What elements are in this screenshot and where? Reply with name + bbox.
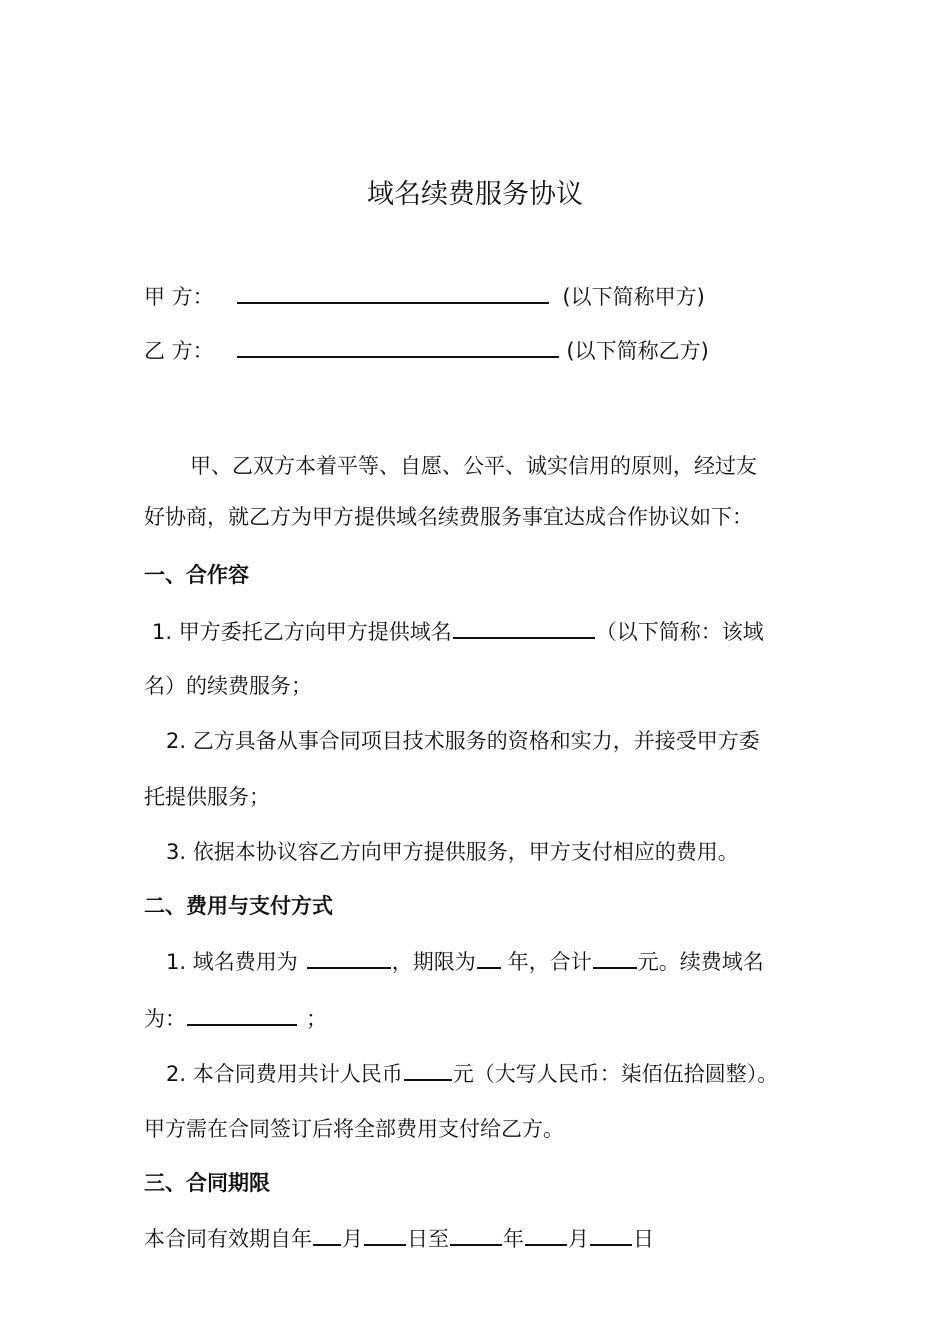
amount-blank bbox=[404, 1057, 452, 1081]
item-1-suffix: （以下简称：该域 bbox=[595, 620, 764, 644]
preamble-line-2: 好协商，就乙方为甲方提供域名续费服务事宜达成合作协议如下： bbox=[144, 505, 753, 529]
renew-domain-label: 元。续费域名 bbox=[637, 950, 764, 974]
renew-domain-prefix: 为： bbox=[144, 1007, 186, 1031]
term-start-day: 日至 bbox=[407, 1227, 449, 1251]
end-month-blank bbox=[525, 1222, 567, 1246]
term-end-year: 年 bbox=[503, 1227, 524, 1251]
total-label: 年，合计 bbox=[507, 950, 592, 974]
section-1-item-1 bbox=[152, 615, 764, 647]
fee-blank bbox=[307, 945, 391, 969]
total-blank bbox=[593, 945, 637, 969]
preamble-line-1: 甲、乙双方本着平等、自愿、公平、诚实信用的原则，经过友 bbox=[190, 454, 757, 478]
section-1-item-1-cont: 名）的续费服务； bbox=[144, 674, 312, 698]
party-a-suffix: (以下简称甲方) bbox=[562, 285, 705, 309]
term-start-year: 本合同有效期自年 bbox=[144, 1227, 312, 1251]
term-end-month: 月 bbox=[568, 1227, 589, 1251]
contract-term-line bbox=[144, 1222, 654, 1254]
term-end-day: 日 bbox=[633, 1227, 654, 1251]
start-month-blank bbox=[313, 1222, 341, 1246]
domain-blank bbox=[453, 615, 595, 639]
section-3-heading: 三、合同期限 bbox=[144, 1171, 270, 1195]
section-2-heading: 二、费用与支付方式 bbox=[144, 894, 333, 918]
party-b-line bbox=[144, 334, 709, 366]
renew-domain-blank bbox=[187, 1002, 297, 1026]
document-title: 域名续费服务协议 bbox=[367, 179, 583, 210]
section-2-item-1-cont bbox=[144, 1002, 327, 1034]
period-blank bbox=[477, 945, 501, 969]
party-b-suffix: (以下简称乙方) bbox=[566, 339, 709, 363]
section-2-item-2-cont: 甲方需在合同签订后将全部费用支付给乙方。 bbox=[144, 1117, 564, 1141]
renew-domain-end: ； bbox=[306, 1007, 327, 1031]
item-1-text: 1. 甲方委托乙方向甲方提供域名 bbox=[152, 620, 452, 644]
end-year-blank bbox=[450, 1222, 502, 1246]
party-a-blank bbox=[237, 280, 549, 304]
amount-uppercase: 元（大写人民币：柒佰伍拾圆整）。 bbox=[452, 1062, 779, 1086]
period-label: ，期限为 bbox=[391, 950, 476, 974]
party-a-label: 甲 方： bbox=[144, 285, 214, 309]
section-2-item-1 bbox=[166, 945, 764, 977]
party-b-blank bbox=[237, 334, 559, 358]
start-day-blank bbox=[364, 1222, 406, 1246]
section-1-item-2-cont: 托提供服务； bbox=[144, 785, 270, 809]
party-b-label: 乙 方： bbox=[144, 339, 214, 363]
party-a-line bbox=[144, 280, 705, 312]
section-2-item-2 bbox=[166, 1057, 778, 1089]
section-1-heading: 一、合作容 bbox=[144, 563, 249, 587]
end-day-blank bbox=[590, 1222, 632, 1246]
section-1-item-2: 2. 乙方具备从事合同项目技术服务的资格和实力，并接受甲方委 bbox=[166, 729, 760, 753]
term-start-month: 月 bbox=[342, 1227, 363, 1251]
fee-label: 1. 域名费用为 bbox=[166, 950, 298, 974]
amount-label: 2. 本合同费用共计人民币 bbox=[166, 1062, 403, 1086]
section-1-item-3: 3. 依据本协议容乙方向甲方提供服务，甲方支付相应的费用。 bbox=[166, 840, 739, 864]
